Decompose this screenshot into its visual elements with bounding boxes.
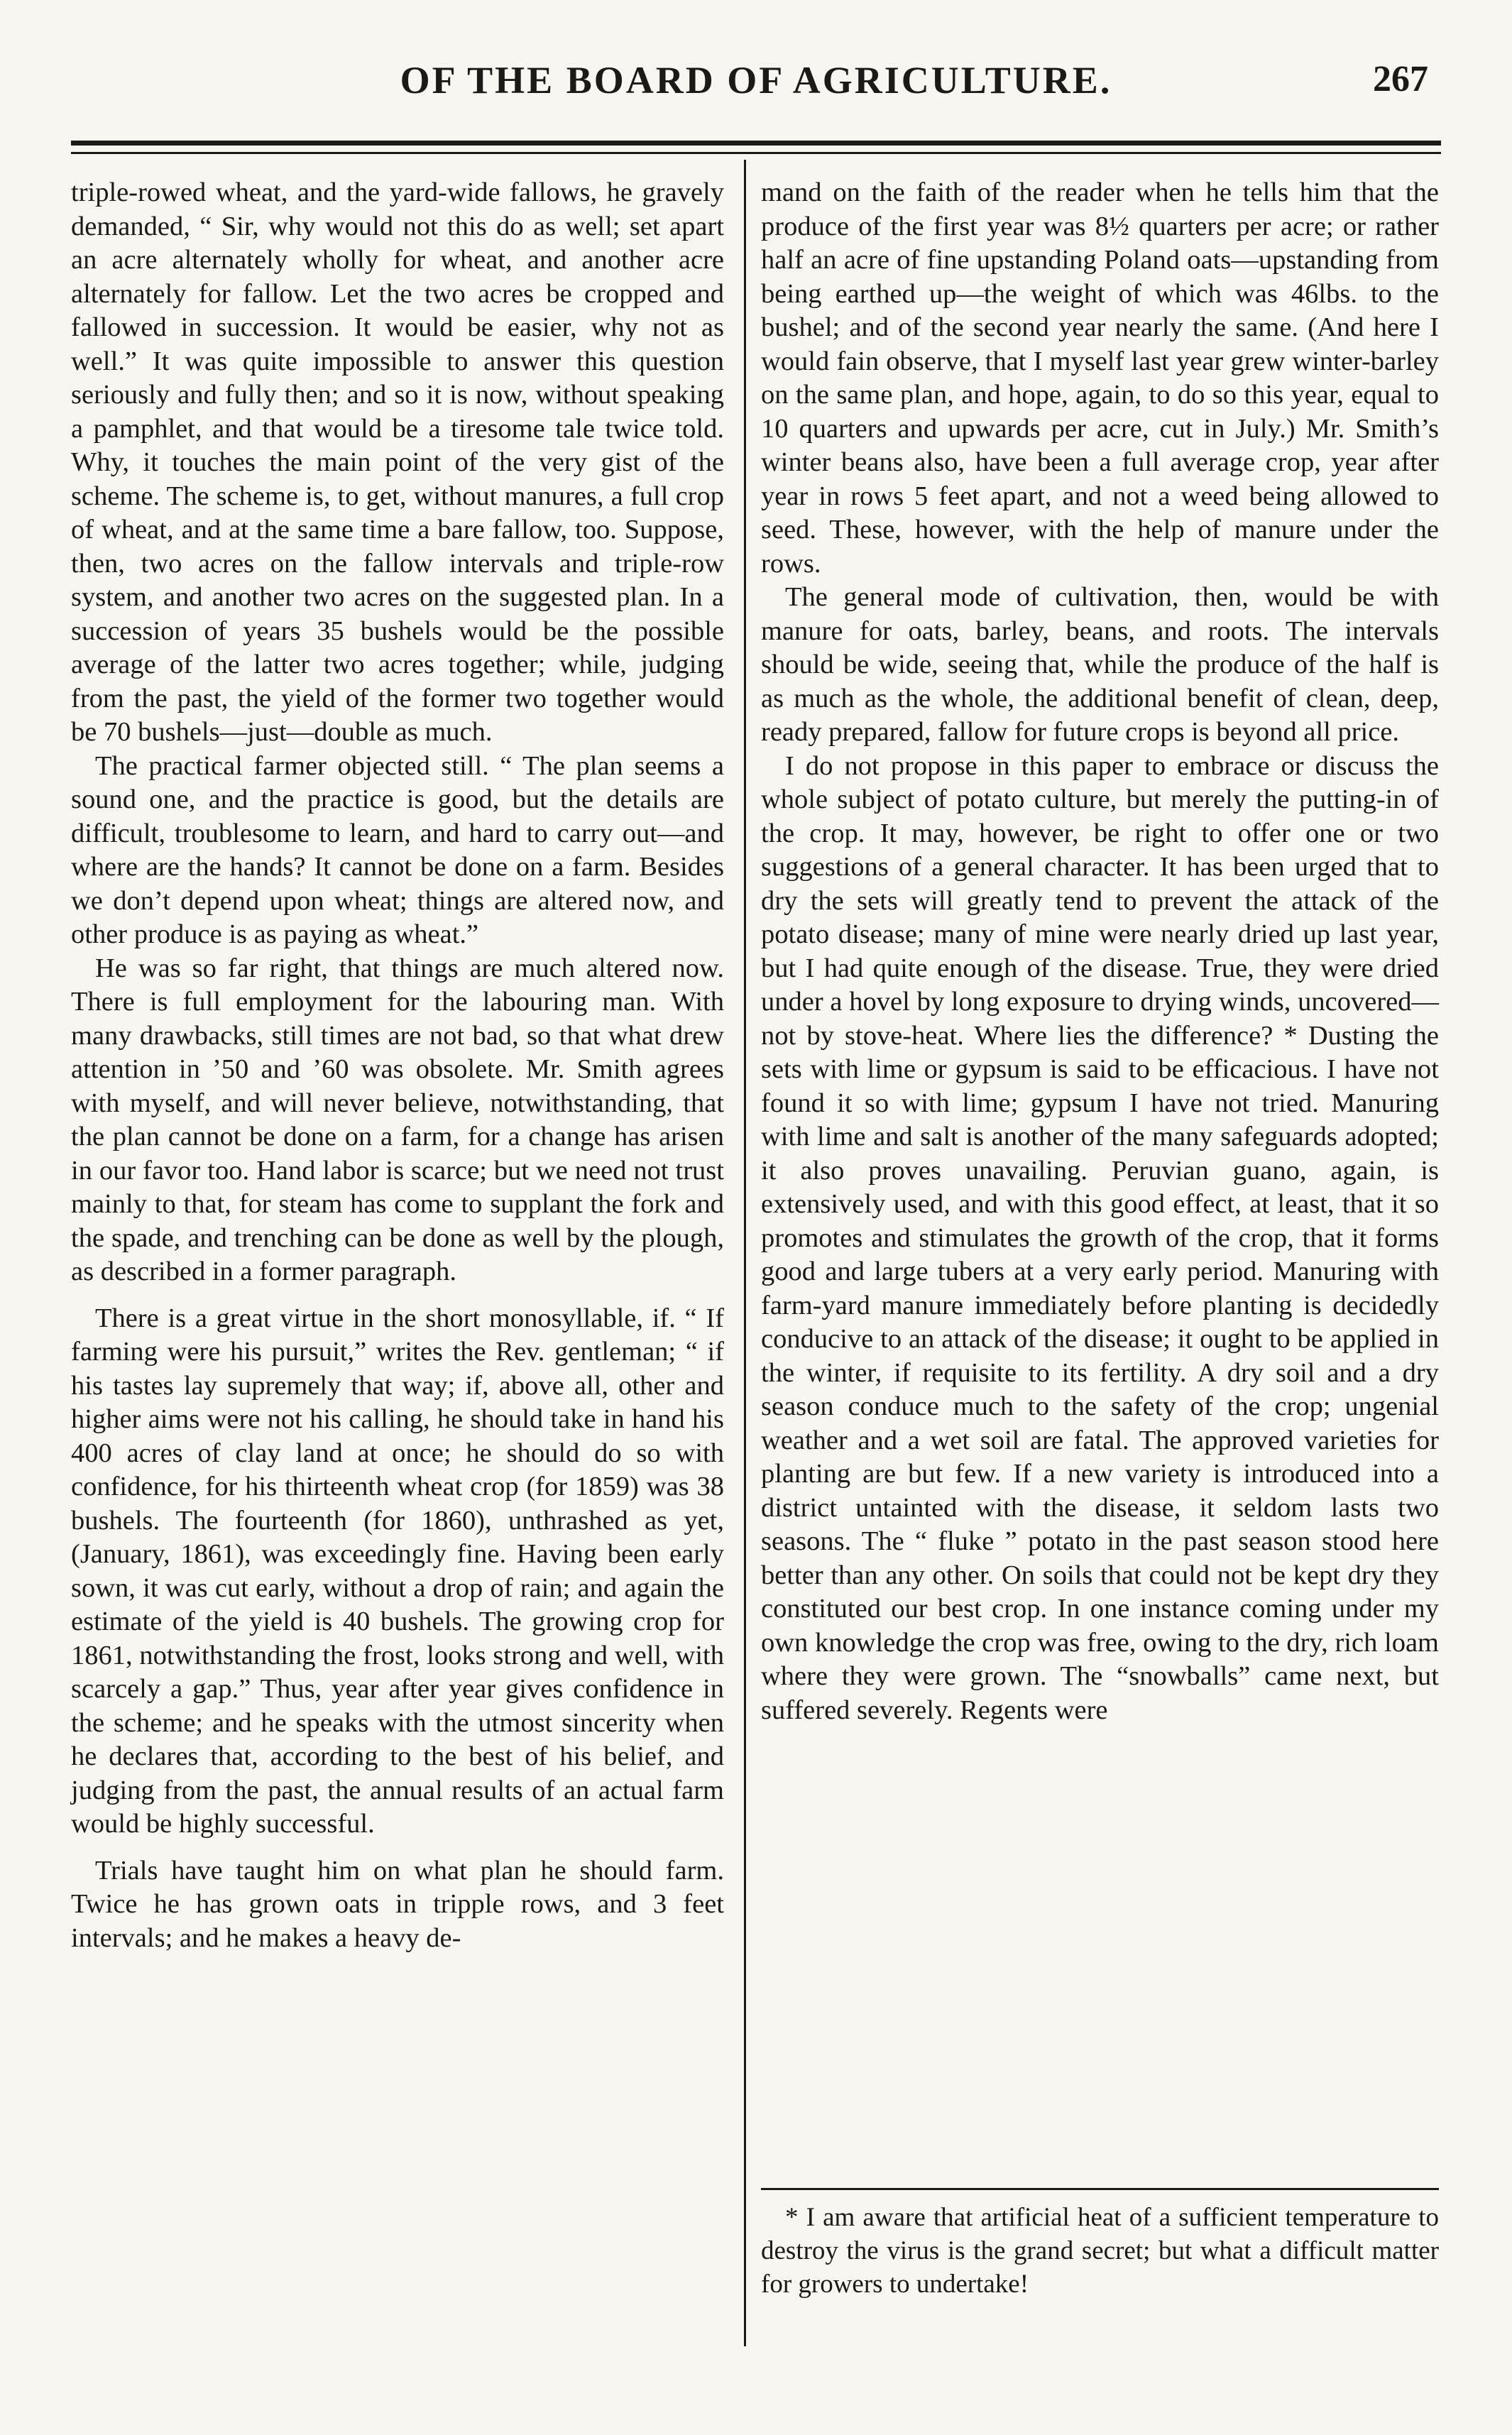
footnote-rule (761, 2188, 1439, 2190)
left-column (71, 176, 724, 1955)
paragraph: The general mode of cultivation, then, would be with manure for oats, barley, beans, and roots. The intervals should be wide, seeing that, while the produce of the half is as much as the whole, the additional benefit of clean, deep, ready prepared, fallow for future crops is beyond all price. (761, 582, 1439, 747)
page-number: 267 (1373, 59, 1428, 99)
footnote: * I am aware that artificial heat of a sufficient temperature to destroy the virus is the grand secret; but what a difficult matter for growers to undertake! (761, 2203, 1439, 2299)
paragraph: He was so far right, that things are much altered now. There is full employment for the labouring man. With many drawbacks, still times are not bad, so that what drew attention in ’50 and ’60 was obsolete. Mr. Smith agrees with myself, and will never believe, notwithstanding, that the plan cannot be done on a farm, for a change has arisen in our favor too. Hand labor is scarce; but we need not trust mainly to that, for steam has come to supplant the fork and the spade, and trenching can be done as well by the plough, as described in a former paragraph. (71, 953, 724, 1286)
running-header (71, 58, 1441, 115)
header-rule-thin (71, 152, 1441, 154)
paragraph: I do not propose in this paper to embrace or discuss the whole subject of potato culture, but merely the putting-in of the crop. It may, however, be right to offer one or two suggestions of a general character. It has been urged that to dry the sets will greatly tend to prevent the attack of the potato disease; many of mine were nearly dried up last year, but I had quite enough of the disease. True, they were dried under a hovel by long exposure to drying winds, uncovered—not by stove-heat. Where lies the difference? * Dusting the sets with lime or gypsum is said to be efficacious. I have not found it so with lime; gypsum I have not tried. Manuring with lime and salt is another of the many safeguards adopted; it also proves unavailing. Peruvian guano, again, is extensively used, and with this good effect, at least, that it so promotes and stimulates the growth of the crop, that it forms good and large tubers at a very early period. Manuring with farm-yard manure immediately before planting is decidedly conducive to an attack of the disease; it ought to be applied in the winter, if requisite to its fertility. A dry soil and a dry season conduce much to the safety of the crop; ungenial weather and a wet soil are fatal. The approved varieties for planting are but few. If a new variety is introduced into a district untainted with the disease, it seldom lasts two seasons. The “ fluke ” potato in the past season stood here better than any other. On soils that could not be kept dry they constituted our best crop. In one instance coming under my own knowledge the crop was free, owing to the dry, rich loam where they were grown. The “snowballs” came next, but suffered severely. Regents were (761, 750, 1439, 1725)
paragraph: mand on the faith of the reader when he tells him that the produce of the first year was 8½ quarters per acre; or rather half an acre of fine upstanding Poland oats—upstanding from being earthed up—the weight of which was 46lbs. to the bushel; and of the second year nearly the same. (And here I would fain observe, that I myself last year grew winter-barley on the same plan, and hope, again, to do so this year, equal to 10 quarters and upwards per acre, cut in July.) Mr. Smith’s winter beans also, have been a full average crop, year after year in rows 5 feet apart, and not a weed being allowed to seed. These, however, with the help of manure under the rows. (761, 177, 1439, 579)
page-title: OF THE BOARD OF AGRICULTURE. (400, 59, 1112, 102)
column-divider (744, 160, 746, 2346)
paragraph: The practical farmer objected still. “ The plan seems a sound one, and the practice is good, but the details are difficult, troublesome to learn, and hard to carry out—and where are the hands? It cannot be done on a farm. Besides we don’t depend upon wheat; things are altered now, and other produce is as paying as wheat.” (71, 750, 724, 949)
paragraph: triple-rowed wheat, and the yard-wide fallows, he gravely demanded, “ Sir, why would not this do as well; set apart an acre alternately wholly for wheat, and another acre alternately for fallow. Let the two acres be cropped and fallowed in succession. It would be easier, why not as well.” It was quite impossible to answer this question seriously and fully then; and so it is now, without speaking a pamphlet, and that would be a tiresome tale twice told. Why, it touches the main point of the very gist of the scheme. The scheme is, to get, without manures, a full crop of wheat, and at the same time a bare fallow, too. Suppose, then, two acres on the fallow intervals and triple-row system, and another two acres on the suggested plan. In a succession of years 35 bushels would be the possible average of the latter two acres together; while, judging from the past, the yield of the former two together would be 70 bushels—just—double as much. (71, 177, 724, 747)
right-column (761, 176, 1439, 1727)
paragraph: There is a great virtue in the short monosyllable, if. “ If farming were his pursuit,” writes the Rev. gentleman; “ if his tastes lay supremely that way; if, above all, other and higher aims were not his calling, he should take in hand his 400 acres of clay land at once; he should do so with confidence, for his thirteenth wheat crop (for 1859) was 38 bushels. The fourteenth (for 1860), unthrashed as yet, (January, 1861), was exceedingly fine. Having been early sown, it was cut early, without a drop of rain; and again the estimate of the yield is 40 bushels. The growing crop for 1861, notwithstanding the frost, looks strong and well, with scarcely a gap.” Thus, year after year gives confidence in the scheme; and he speaks with the utmost sincerity when he declares that, according to the best of his belief, and judging from the past, the annual results of an actual farm would be highly successful. (71, 1303, 724, 1839)
header-rule-thick (71, 141, 1441, 146)
paragraph: Trials have taught him on what plan he should farm. Twice he has grown oats in tripple rows, and 3 feet intervals; and he makes a heavy de- (71, 1855, 724, 1953)
